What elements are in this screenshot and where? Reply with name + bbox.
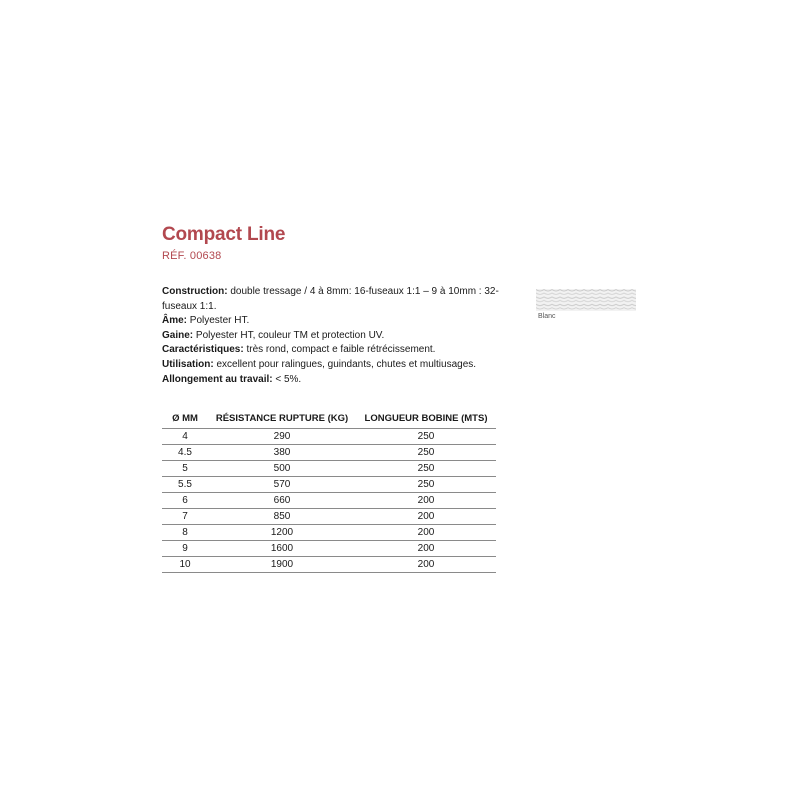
- table-row: [162, 477, 496, 493]
- table-row: [162, 509, 496, 525]
- spec-value: Polyester HT, couleur TM et protection UV.: [193, 329, 385, 341]
- cell-diameter: 8: [162, 525, 208, 541]
- cell-diameter: 6: [162, 493, 208, 509]
- cell-breaking-strength: 660: [208, 493, 356, 509]
- spec-label: Caractéristiques:: [162, 344, 244, 356]
- cell-breaking-strength: 1900: [208, 557, 356, 573]
- cell-breaking-strength: 1200: [208, 525, 356, 541]
- column-header-reel-length: LONGUEUR BOBINE (MTS): [356, 409, 496, 429]
- table-header-row: [162, 409, 496, 429]
- cell-breaking-strength: 380: [208, 445, 356, 461]
- cell-diameter: 4.5: [162, 445, 208, 461]
- spec-value: < 5%.: [272, 373, 302, 385]
- cell-reel-length: 200: [356, 509, 496, 525]
- cell-breaking-strength: 850: [208, 509, 356, 525]
- specification-table: [162, 409, 496, 573]
- spec-value: excellent pour ralingues, guindants, chutes et multiusages.: [213, 358, 477, 370]
- cell-diameter: 7: [162, 509, 208, 525]
- specifications-list: [162, 285, 507, 387]
- spec-characteristics: [162, 343, 507, 358]
- cell-reel-length: 250: [356, 477, 496, 493]
- cell-breaking-strength: 570: [208, 477, 356, 493]
- table-row: [162, 445, 496, 461]
- cell-diameter: 5.5: [162, 477, 208, 493]
- table-row: [162, 429, 496, 445]
- table-row: [162, 461, 496, 477]
- table-row: [162, 525, 496, 541]
- spec-value: Polyester HT.: [187, 315, 250, 327]
- cell-breaking-strength: 290: [208, 429, 356, 445]
- cell-breaking-strength: 500: [208, 461, 356, 477]
- cell-reel-length: 250: [356, 429, 496, 445]
- spec-cover: [162, 329, 507, 344]
- cell-reel-length: 200: [356, 525, 496, 541]
- spec-construction: [162, 285, 507, 314]
- product-title: Compact Line: [162, 224, 286, 245]
- product-reference: RÉF. 00638: [162, 250, 222, 262]
- cell-diameter: 9: [162, 541, 208, 557]
- cell-reel-length: 200: [356, 557, 496, 573]
- cell-diameter: 4: [162, 429, 208, 445]
- cell-reel-length: 200: [356, 541, 496, 557]
- table-row: [162, 493, 496, 509]
- spec-value: très rond, compact e faible rétrécissement.: [243, 344, 436, 356]
- spec-usage: [162, 358, 507, 373]
- cell-diameter: 5: [162, 461, 208, 477]
- cell-reel-length: 250: [356, 445, 496, 461]
- spec-label: Utilisation:: [162, 358, 214, 370]
- cell-breaking-strength: 1600: [208, 541, 356, 557]
- cell-reel-length: 250: [356, 461, 496, 477]
- table-row: [162, 541, 496, 557]
- swatch-color-label: Blanc: [538, 313, 556, 320]
- spec-core: [162, 314, 507, 329]
- spec-label: Âme:: [162, 315, 188, 327]
- cell-diameter: 10: [162, 557, 208, 573]
- spec-label: Construction:: [162, 286, 228, 297]
- spec-label: Gaine:: [162, 329, 194, 341]
- spec-label: Allongement au travail:: [162, 373, 273, 385]
- table-row: [162, 557, 496, 573]
- column-header-diameter: Ø MM: [162, 409, 208, 429]
- cell-reel-length: 200: [356, 493, 496, 509]
- spec-elongation: [162, 373, 507, 388]
- rope-color-swatch: [536, 289, 636, 311]
- column-header-breaking-strength: RÉSISTANCE RUPTURE (KG): [208, 409, 356, 429]
- spec-value: double tressage / 4 à 8mm: 16-fuseaux 1:1 – 9 à 10mm : 32-fuseaux 1:1.: [162, 286, 499, 312]
